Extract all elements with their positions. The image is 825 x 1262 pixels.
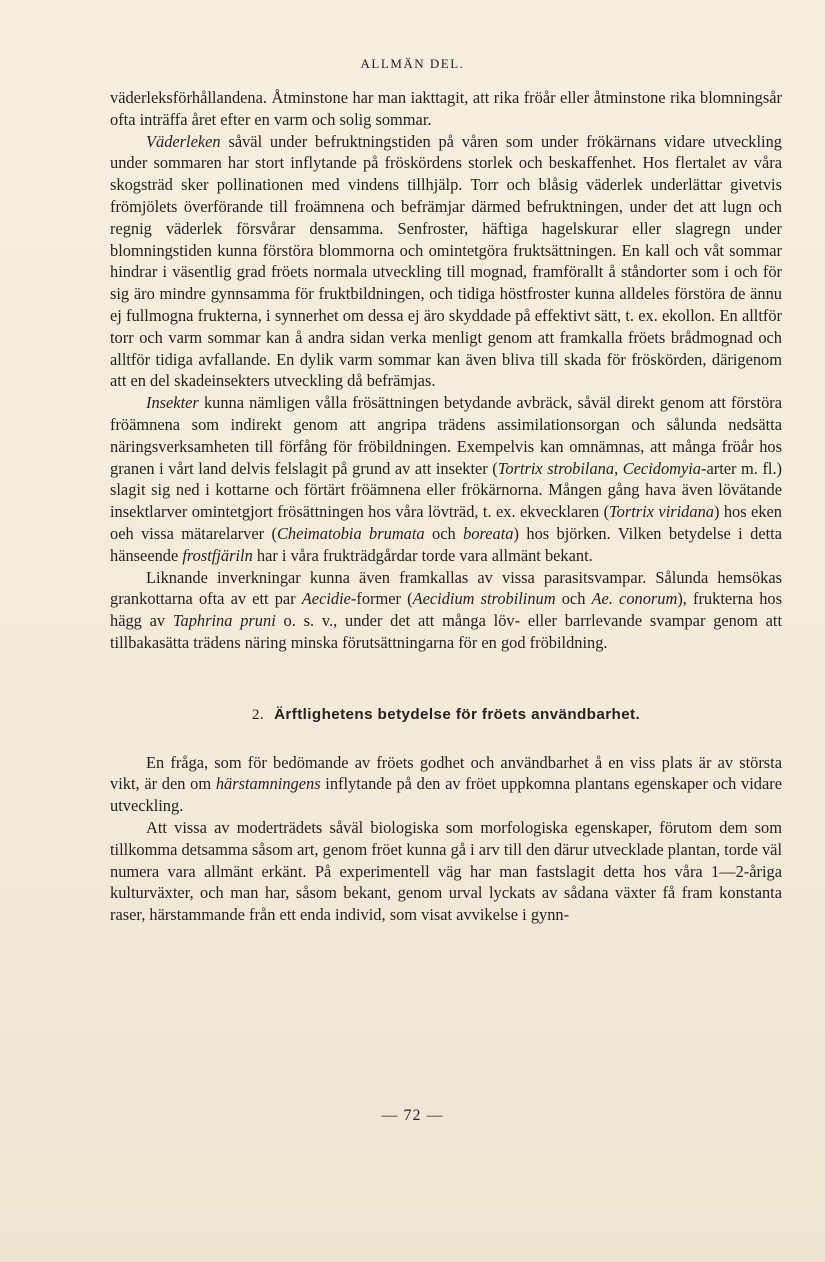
italic-term: Insekter (146, 393, 199, 413)
paragraph-1: väderleksförhållandena. Åtminstone har man iakttagit, att rika fröår eller åtminstone rika blomningsår ofta inträffa året efter en varm och solig sommar. (110, 88, 782, 129)
species-name: Tortrix strobilana (497, 458, 615, 478)
species-name: Tortrix viridana (609, 502, 714, 522)
page-number: — 72 — (381, 1107, 444, 1124)
species-name: boreata (463, 523, 514, 543)
paragraph-6: Att vissa av moderträdets såväl biologiska som morfologiska egenskaper, förutom dem som tillkomma detsamma såsom art, genom fröet kunna gå i arv till den därur utvecklade plantan, torde väl numera vara allmänt erkänt. På experimentell väg har man fastslagit detta hos våra 1—2-åriga kulturväxter, och man har, såsom bekant, genom urval lyckats av sådana växter få fram konstanta raser, härstammande från ett enda individ, som visat avvikelse i gynn- (110, 817, 782, 925)
section-heading (110, 704, 782, 726)
species-name: Ae. conorum (591, 589, 678, 609)
section-title: Ärftlighetens betydelse för fröets användbarhet. (274, 705, 641, 723)
italic-term: Väderleken (146, 131, 221, 151)
species-name: Cecidomyia (622, 458, 702, 478)
species-name: Aecidie (301, 589, 351, 609)
paragraph-5: En fråga, som för bedömande av fröets godhet och användbarhet å en viss plats är av största vikt, är den om härstamningens inflytande på den av fröet uppkomna plantans egenskaper och vidare utveckling. (110, 752, 782, 816)
body-text (110, 87, 782, 926)
paragraph-3: Insekter kunna nämligen vålla frösättningen betydande avbräck, såväl direkt genom att förstöra fröämnena som indirekt genom att angripa trädens assimilationsorgan och sålunda nedsätta näringsverksamheten till förfång för fröbildningen. Exempelvis kan omnämnas, att många fröår hos granen i vårt land delvis felslagit på grund av att insekter (Tortrix strobilana, Cecidomyia-arter m. fl.) slagit sig ned i kottarne och förtärt fröämnena eller frökärnorna. Mången gång hava även lövätande insektlarver omintetgjort frösättningen hos våra lövträd, t. ex. ekvecklaren (Tortrix viridana) hos eken oeh vissa mätarelarver (Cheimatobia brumata och boreata) hos björken. Vilken betydelse i detta hänseende frostfjäriln har i våra frukträdgårdar torde vara allmänt bekant. (110, 393, 783, 565)
species-name: frostfjäriln (182, 545, 253, 565)
italic-term: härstamningens (215, 774, 321, 794)
species-name: Taphrina pruni (172, 611, 276, 631)
species-name: Aecidium strobilinum (412, 589, 556, 609)
species-name: Cheimatobia brumata (276, 523, 425, 543)
paragraph-2: Väderleken såväl under befruktningstiden på våren som under frökärnans vidare utveckling under sommaren har stort inflytande på fröskördens storlek och beskaffenhet. Hos flertalet av våra skogsträd sker pollinationen med vindens tillhjälp. Torr och blåsig väderlek underlättar givetvis frömjölets överförande till froämnena och befrämjar därmed befruktningen, under det att lugn och regnig väderlek försvårar densamma. Senfroster, häftiga hagelskurar eller slagregn under blomningstiden kunna förstöra blommorna och omintetgöra fruktsättningen. En kall och våt sommar hindrar i väsentlig grad fröets normala utveckling till mognad, framförallt å ståndorter som i och för sig äro mindre gynnsamma för fruktbildningen, och tidiga höstfroster kunna alldeles förstöra de ännu ej fullmogna frukterna, i synnerhet om dessa ej äro skyddade på effektivt sätt, t. ex. ekollon. En alltför torr och varm sommar kan å andra sidan verka menligt genom att framkalla fröets brådmognad och alltför tidiga avfallande. En dylik varm sommar kan även bliva till skada för fröskörden, därigenom att en del skadeinsekters utveckling då befrämjas. (110, 131, 782, 391)
section-number: 2. (251, 705, 265, 723)
paragraph-4: Liknande inverkningar kunna även framkallas av vissa parasitsvampar. Sålunda hemsökas grankottarna ofta av ett par Aecidie-former (Aecidium strobilinum och Ae. conorum), frukterna hos hägg av Taphrina pruni o. s. v., under det att många löv- eller barrlevande svampar genom att tillbakasätta trädens näring minska förutsättningarna för en god fröbildning. (110, 567, 782, 652)
running-header: ALLMÄN DEL. (360, 56, 465, 71)
